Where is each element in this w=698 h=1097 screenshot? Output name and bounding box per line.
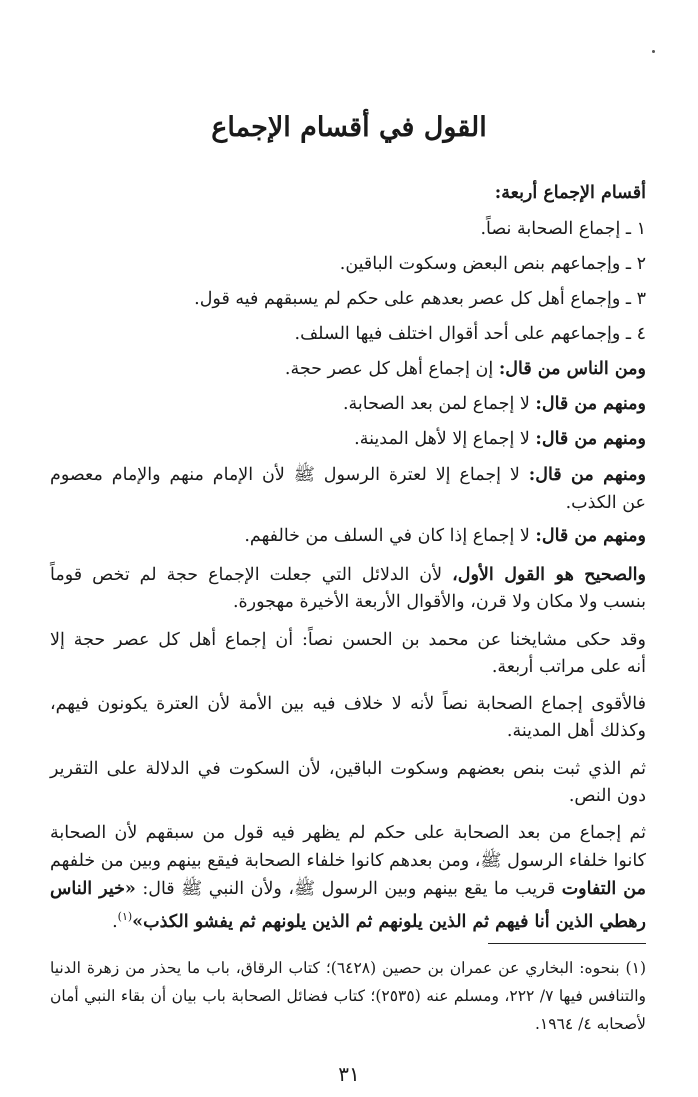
list-item: ٣ ـ وإجماع أهل كل عصر بعدهم على حكم لم يسبقهم فيه قول. (194, 289, 646, 309)
paragraph-line: دون النص. (568, 786, 646, 806)
list-item: ٢ ـ وإجماعهم بنص البعض وسكوت الباقين. (339, 254, 646, 274)
footnote-line: لأصحابه ٤/ ١٩٦٤. (534, 1015, 646, 1033)
paragraph-line: وقد حكى مشايخنا عن محمد بن الحسن نصاً: أن إجماع أهل كل عصر حجة إلا (50, 630, 646, 650)
paragraph-line: أنه على مراتب أربعة. (491, 657, 646, 677)
paragraph-line: رهطي الذين أنا فيهم ثم الذين يلونهم ثم الذين يلونهم ثم يفشو الكذب»$^{(١)}$. (112, 910, 646, 932)
footnote-line: والتنافس فيها ٧/ ٢٢٢، ومسلم عنه (٢٥٣٥)؛ كتاب فضائل الصحابة باب بيان أن بقاء النبي أمان (50, 987, 646, 1005)
list-item: ١ ـ إجماع الصحابة نصاً. (480, 219, 646, 239)
view-line: ومنهم من قال: لا إجماع لمن بعد الصحابة. (342, 394, 646, 414)
paragraph-line: فالأقوى إجماع الصحابة نصاً لأنه لا خلاف فيه بين الأمة لأن العترة يكونون فيهم، (50, 694, 646, 714)
paragraph-line: كانوا خلفاء الرسول ﷺ، ومن بعدهم كانوا خلفاء الصحابة فيقع بينهم وبين من خلفهم (50, 851, 646, 871)
view-line: ومن الناس من قال: إن إجماع أهل كل عصر حجة. (284, 359, 646, 379)
footnote-separator (488, 943, 646, 944)
footnote-reference: (١) (117, 910, 133, 923)
paragraph-line: ثم الذي ثبت بنص بعضهم وسكوت الباقين، لأن السكوت في الدلالة على التقرير (50, 759, 646, 779)
page-number: ٣١ (338, 1062, 360, 1086)
scan-speck (652, 50, 655, 53)
paragraph-line: ثم إجماع من بعد الصحابة على حكم لم يظهر فيه قول من سبقهم لأن الصحابة (50, 823, 646, 843)
view-line: ومنهم من قال: لا إجماع إذا كان في السلف من خالفهم. (244, 526, 646, 546)
intro-line: أقسام الإجماع أربعة: (494, 183, 646, 203)
view-line: ومنهم من قال: لا إجماع إلا لعترة الرسول ﷺ لأن الإمام منهم والإمام معصوم (50, 465, 646, 485)
list-item: ٤ ـ وإجماعهم على أحد أقوال اختلف فيها السلف. (294, 324, 646, 344)
paragraph-line: وكذلك أهل المدينة. (506, 721, 646, 741)
correct-opinion-line: والصحيح هو القول الأول، لأن الدلائل التي جعلت الإجماع حجة لم تخص قوماً (50, 565, 646, 585)
view-line-continued: عن الكذب. (565, 493, 646, 513)
view-line: ومنهم من قال: لا إجماع إلا لأهل المدينة. (354, 429, 646, 449)
paragraph-line: من التفاوت قريب ما يقع بينهم وبين الرسول ﷺ، ولأن النبي ﷺ قال: «خير الناس (50, 879, 646, 899)
correct-opinion-continued: بنسب ولا مكان ولا قرن، والأقوال الأربعة الأخيرة مهجورة. (232, 592, 646, 612)
page-title: القول في أقسام الإجماع (211, 112, 487, 143)
footnote-line: (١) بنحوه: البخاري عن عمران بن حصين (٦٤٢٨)؛ كتاب الرقاق، باب ما يحذر من زهرة الدنيا (50, 959, 646, 977)
